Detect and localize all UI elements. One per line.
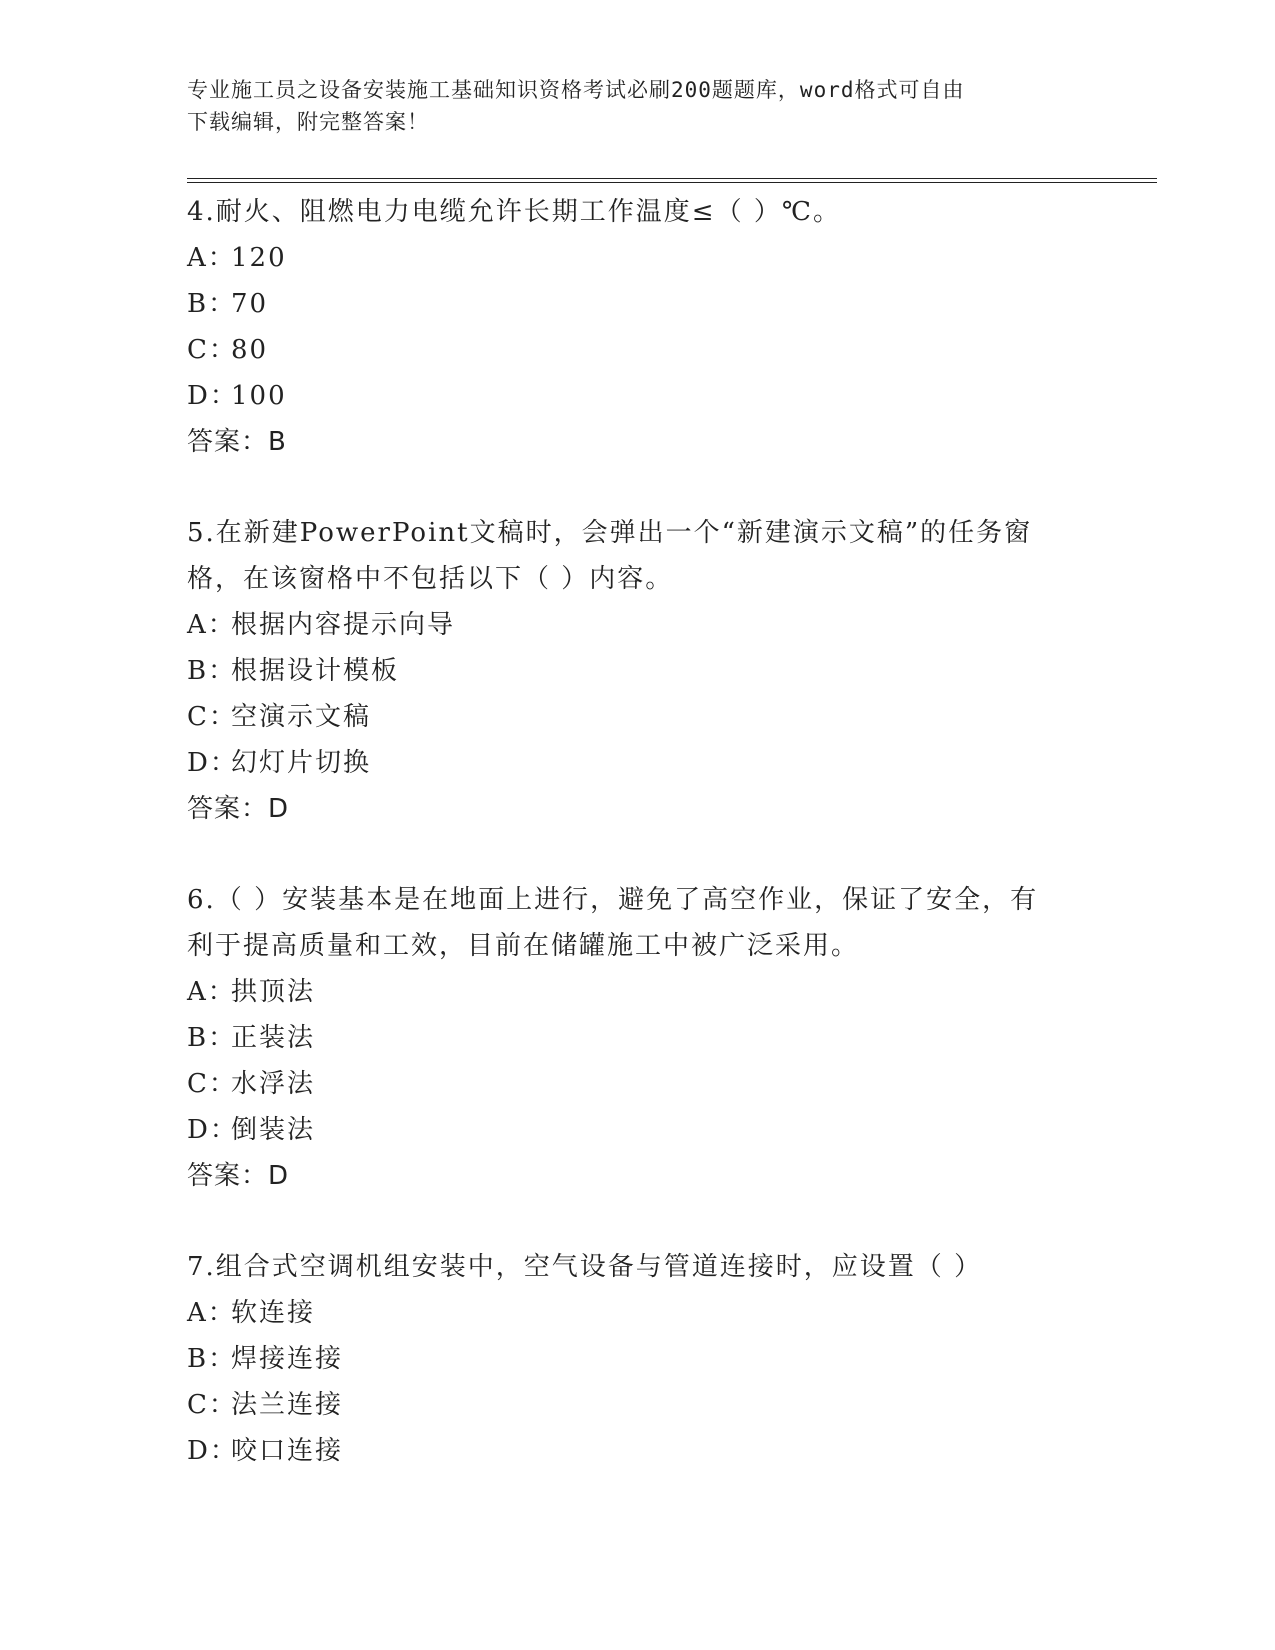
option-letter: B： <box>187 656 237 686</box>
option-letter: C： <box>187 335 237 365</box>
question-stem: 格，在该窗格中不包括以下（ ）内容。 <box>187 564 674 594</box>
option-text: 70 <box>231 289 269 319</box>
question-stem: 5.在新建PowerPoint文稿时，会弹出一个“新建演示文稿”的任务窗 <box>187 518 1033 548</box>
option-text: 拱顶法 <box>231 977 316 1007</box>
option-text: 100 <box>231 381 287 411</box>
option-letter: C： <box>187 1069 237 1099</box>
answer-key: 答案：D <box>187 794 290 824</box>
document-header <box>187 74 1087 138</box>
option-letter: D： <box>187 1115 238 1145</box>
question-block <box>187 877 1087 1199</box>
answer-option <box>187 1015 1087 1061</box>
header-divider <box>187 178 1157 183</box>
option-letter: C： <box>187 1390 237 1420</box>
answer-option <box>187 969 1087 1015</box>
answer-option <box>187 1107 1087 1153</box>
option-text: 焊接连接 <box>231 1344 344 1374</box>
option-letter: A： <box>187 243 236 273</box>
option-letter: A： <box>187 977 236 1007</box>
option-letter: D： <box>187 748 238 778</box>
option-text: 空演示文稿 <box>231 702 372 732</box>
answer-option <box>187 694 1087 740</box>
answer-option <box>187 1428 1087 1474</box>
answer-option <box>187 373 1087 419</box>
answer-option <box>187 602 1087 648</box>
option-text: 水浮法 <box>231 1069 316 1099</box>
question-block <box>187 510 1087 832</box>
option-letter: D： <box>187 1436 238 1466</box>
answer-key: 答案：B <box>187 427 287 457</box>
answer-option <box>187 1290 1087 1336</box>
question-stem: 利于提高质量和工效，目前在储罐施工中被广泛采用。 <box>187 931 860 961</box>
option-text: 120 <box>231 243 287 273</box>
option-text: 根据设计模板 <box>231 656 400 686</box>
option-text: 正装法 <box>231 1023 316 1053</box>
option-letter: A： <box>187 610 236 640</box>
option-text: 法兰连接 <box>231 1390 344 1420</box>
question-stem: 7.组合式空调机组安装中，空气设备与管道连接时，应设置（ ） <box>187 1252 983 1282</box>
question-block <box>187 1244 1087 1474</box>
option-letter: B： <box>187 1344 237 1374</box>
question-stem: 4.耐火、阻燃电力电缆允许长期工作温度≤（ ）℃。 <box>187 197 841 227</box>
option-letter: A： <box>187 1298 236 1328</box>
question-block <box>187 189 1087 465</box>
answer-option <box>187 327 1087 373</box>
option-letter: C： <box>187 702 237 732</box>
question-list <box>187 189 1087 1519</box>
option-text: 软连接 <box>231 1298 316 1328</box>
answer-option <box>187 648 1087 694</box>
header-line-2: 下载编辑，附完整答案！ <box>187 110 429 134</box>
answer-option <box>187 1336 1087 1382</box>
answer-option <box>187 1061 1087 1107</box>
question-stem: 6.（ ）安装基本是在地面上进行，避免了高空作业，保证了安全，有 <box>187 885 1039 915</box>
option-text: 咬口连接 <box>231 1436 344 1466</box>
header-line-1: 专业施工员之设备安装施工基础知识资格考试必刷200题题库，word格式可自由 <box>187 78 965 102</box>
option-text: 倒装法 <box>231 1115 316 1145</box>
option-text: 80 <box>231 335 269 365</box>
option-text: 根据内容提示向导 <box>231 610 456 640</box>
option-text: 幻灯片切换 <box>231 748 372 778</box>
answer-key: 答案：D <box>187 1161 290 1191</box>
option-letter: B： <box>187 1023 237 1053</box>
answer-option <box>187 281 1087 327</box>
option-letter: D： <box>187 381 238 411</box>
option-letter: B： <box>187 289 237 319</box>
answer-option <box>187 740 1087 786</box>
answer-option <box>187 1382 1087 1428</box>
answer-option <box>187 235 1087 281</box>
